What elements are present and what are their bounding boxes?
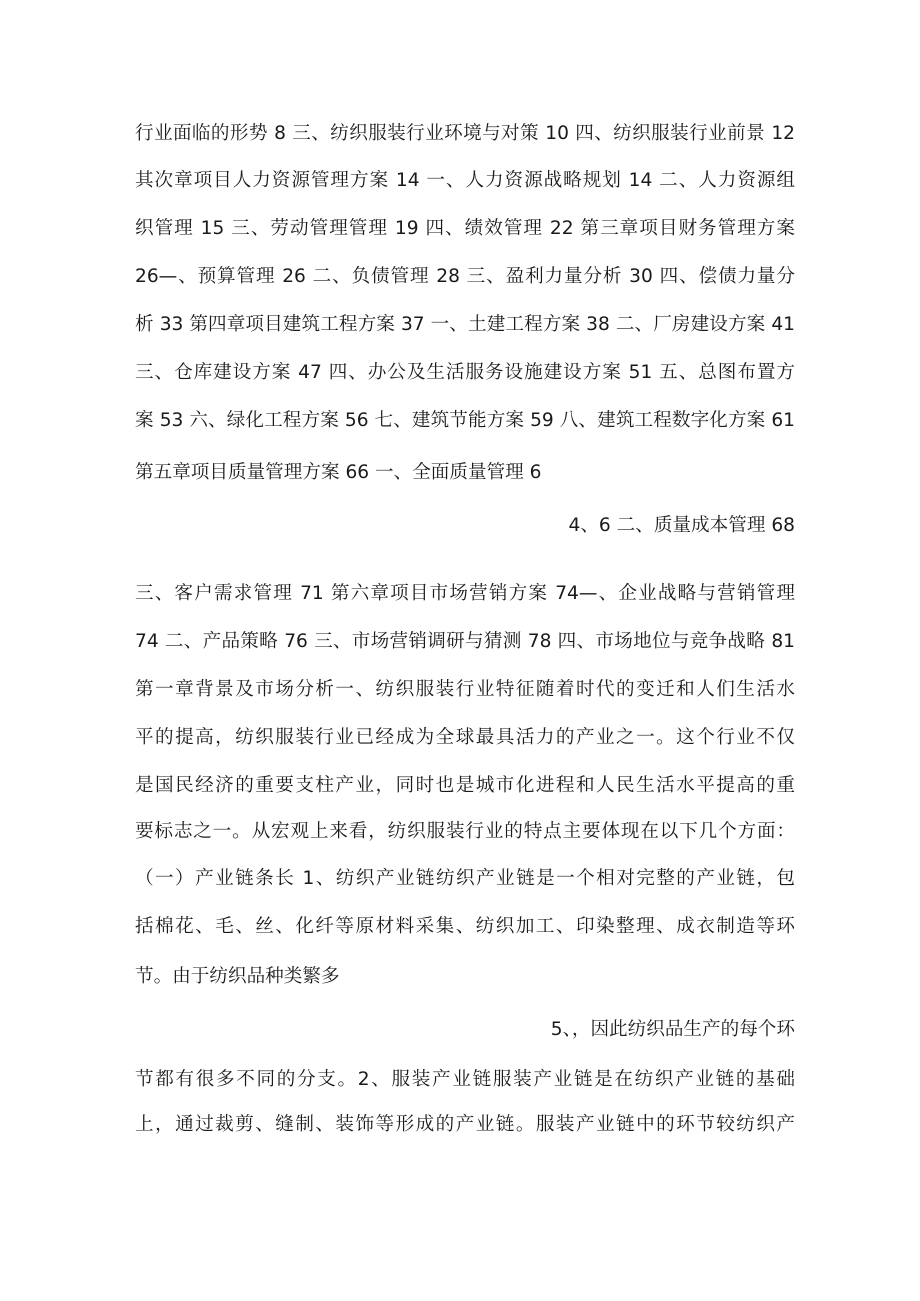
text-line: 4、6 二、质量成本管理 68 bbox=[568, 515, 795, 536]
text-line: 节。由于纺织品种类繁多 bbox=[135, 966, 340, 987]
text-line: 要标志之一。从宏观上来看，纺织服装行业的特点主要体现在以下几个方面： bbox=[135, 821, 795, 842]
text-line: 三、客户需求管理 71 第六章项目市场营销方案 74—、企业战略与营销管理 bbox=[135, 583, 795, 604]
text-line: 5、，因此纺织品生产的每个环 bbox=[550, 1019, 795, 1040]
text-line: 案 53 六、绿化工程方案 56 七、建筑节能方案 59 八、建筑工程数字化方案 61 bbox=[135, 410, 795, 431]
text-line: 三、仓库建设方案 47 四、办公及生活服务设施建设方案 51 五、总图布置方 bbox=[135, 362, 795, 383]
text-line: 平的提高，纺织服装行业已经成为全球最具活力的产业之一。这个行业不仅 bbox=[135, 727, 795, 748]
text-line: 第五章项目质量管理方案 66 一、全面质量管理 6 bbox=[135, 462, 542, 483]
text-line: 26—、预算管理 26 二、负债管理 28 三、盈利力量分析 30 四、偿债力量分 bbox=[135, 266, 795, 287]
text-line: 第一章背景及市场分析一、纺织服装行业特征随着时代的变迁和人们生活水 bbox=[135, 679, 795, 700]
text-line: 是国民经济的重要支柱产业，同时也是城市化进程和人民生活水平提高的重 bbox=[135, 775, 795, 796]
text-line: 括棉花、毛、丝、化纤等原材料采集、纺织加工、印染整理、成衣制造等环 bbox=[135, 916, 795, 937]
text-line: 节都有很多不同的分支。2、服装产业链服装产业链是在纺织产业链的基础 bbox=[135, 1069, 795, 1090]
text-line: 其次章项目人力资源管理方案 14 一、人力资源战略规划 14 二、人力资源组 bbox=[135, 170, 795, 191]
text-line: 行业面临的形势 8 三、纺织服装行业环境与对策 10 四、纺织服装行业前景 12 bbox=[135, 123, 795, 144]
text-line: 织管理 15 三、劳动管理管理 19 四、绩效管理 22 第三章项目财务管理方案 bbox=[135, 218, 795, 239]
text-line: 74 二、产品策略 76 三、市场营销调研与猜测 78 四、市场地位与竞争战略 81 bbox=[135, 631, 795, 652]
text-line: （一）产业链条长 1、纺织产业链纺织产业链是一个相对完整的产业链，包 bbox=[135, 868, 795, 889]
text-line: 析 33 第四章项目建筑工程方案 37 一、土建工程方案 38 二、厂房建设方案 41 bbox=[135, 314, 795, 335]
text-line: 上，通过裁剪、缝制、装饰等形成的产业链。服装产业链中的环节较纺织产 bbox=[135, 1114, 795, 1135]
